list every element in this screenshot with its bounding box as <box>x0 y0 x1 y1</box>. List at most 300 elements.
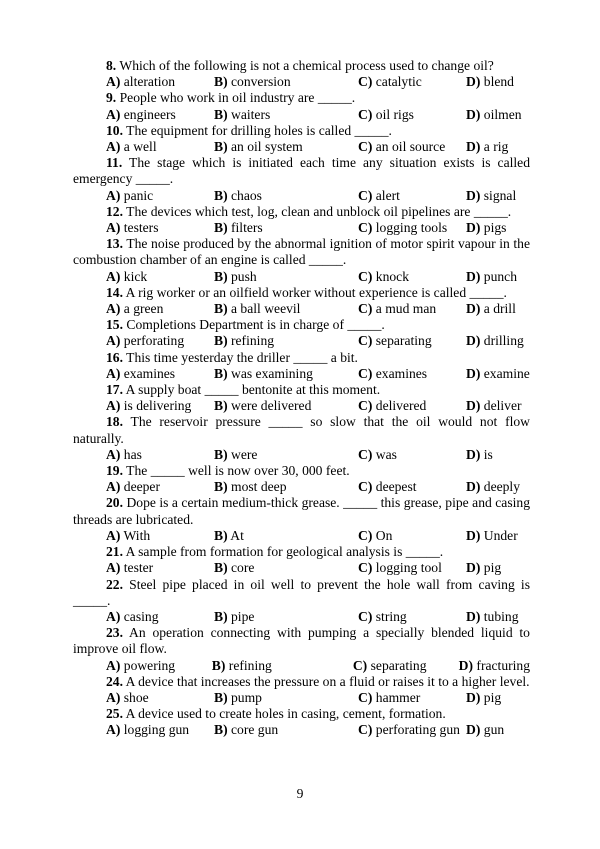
option-text: With <box>123 527 151 543</box>
option-letter: D) <box>466 446 481 462</box>
option-text: pig <box>483 560 502 576</box>
answer-option <box>106 188 214 204</box>
answer-option <box>106 690 214 706</box>
option-text: casing <box>123 608 159 624</box>
option-text: signal <box>483 187 517 203</box>
option-letter: A) <box>106 689 121 705</box>
option-letter: B) <box>214 333 228 349</box>
question-item <box>73 155 530 204</box>
option-text: a ball weevil <box>231 301 301 317</box>
question-number: 16. <box>106 349 123 365</box>
question-stem <box>73 350 530 366</box>
option-text: refining <box>231 333 275 349</box>
option-letter: C) <box>358 268 373 284</box>
answer-option <box>106 139 214 155</box>
question-item <box>73 123 530 155</box>
option-letter: A) <box>106 657 121 673</box>
option-text: engineers <box>123 106 176 122</box>
answer-option <box>358 188 466 204</box>
option-letter: C) <box>358 560 373 576</box>
option-text: chaos <box>231 187 262 203</box>
answer-option <box>214 301 358 317</box>
option-letter: A) <box>106 365 121 381</box>
option-letter: A) <box>106 301 121 317</box>
answer-options <box>73 658 530 674</box>
question-number: 17. <box>106 382 123 398</box>
answer-option <box>358 269 466 285</box>
answer-option <box>214 479 358 495</box>
question-stem <box>73 544 530 560</box>
option-text: tubing <box>483 608 519 624</box>
answer-option <box>466 366 530 382</box>
answer-option <box>106 74 214 90</box>
answer-option <box>106 220 214 236</box>
answer-option <box>358 139 466 155</box>
option-letter: D) <box>466 722 481 738</box>
answer-options <box>73 447 530 463</box>
question-number: 13. <box>106 236 123 252</box>
option-text: pig <box>483 689 502 705</box>
answer-option <box>358 74 466 90</box>
option-letter: C) <box>358 106 373 122</box>
option-text: examines <box>375 365 428 381</box>
answer-option <box>466 220 506 236</box>
answer-option <box>466 479 520 495</box>
option-letter: C) <box>358 608 373 624</box>
answer-option <box>466 560 501 576</box>
option-letter: C) <box>352 657 368 673</box>
option-letter: A) <box>106 608 121 624</box>
option-text: core <box>231 560 255 576</box>
question-number: 23. <box>106 625 123 641</box>
question-item <box>73 463 530 495</box>
question-number: 22. <box>106 576 123 592</box>
option-text: an oil system <box>231 139 303 155</box>
option-letter: B) <box>214 301 228 317</box>
answer-option <box>214 139 358 155</box>
option-text: powering <box>123 657 176 673</box>
option-text: conversion <box>231 74 291 90</box>
question-text: The stage which is initiated each time any situation exists is called emergency _____. <box>73 155 530 187</box>
answer-options <box>73 301 530 317</box>
option-text: knock <box>375 268 409 284</box>
answer-option <box>212 658 353 674</box>
question-item <box>73 414 530 463</box>
option-text: kick <box>123 268 148 284</box>
answer-option <box>358 220 466 236</box>
option-letter: D) <box>466 479 481 495</box>
question-number: 19. <box>106 463 123 479</box>
option-letter: A) <box>106 560 121 576</box>
question-stem <box>73 317 530 333</box>
answer-option <box>466 398 522 414</box>
option-text: drilling <box>483 333 524 349</box>
question-item <box>73 706 530 738</box>
answer-option <box>358 301 466 317</box>
answer-option <box>358 398 466 414</box>
option-text: examines <box>123 365 176 381</box>
question-item <box>73 382 530 414</box>
option-text: catalytic <box>375 74 422 90</box>
answer-option <box>358 690 466 706</box>
option-letter: D) <box>466 333 481 349</box>
option-letter: B) <box>214 722 228 738</box>
answer-option <box>214 107 358 123</box>
option-text: perforating gun <box>375 722 460 738</box>
question-item <box>73 204 530 236</box>
answer-options <box>73 722 530 738</box>
answer-option <box>106 333 214 349</box>
option-letter: B) <box>214 560 228 576</box>
option-text: pump <box>231 689 262 705</box>
option-letter: D) <box>466 106 481 122</box>
option-letter: B) <box>214 187 228 203</box>
option-letter: A) <box>106 398 121 414</box>
question-text: Steel pipe placed in oil well to prevent the hole wall from caving is _____. <box>73 576 530 608</box>
answer-options <box>73 609 530 625</box>
option-letter: D) <box>466 187 481 203</box>
answer-options <box>73 333 530 349</box>
option-text: refining <box>228 657 272 673</box>
option-letter: A) <box>106 722 121 738</box>
question-stem <box>73 577 530 609</box>
question-item <box>73 236 530 285</box>
answer-option <box>358 609 466 625</box>
option-text: deeper <box>123 479 160 495</box>
option-letter: D) <box>466 689 481 705</box>
question-text: The _____ well is now over 30, 000 feet. <box>126 463 350 479</box>
question-number: 25. <box>106 706 123 722</box>
answer-option <box>106 447 214 463</box>
question-stem <box>73 706 530 722</box>
answer-options <box>73 269 530 285</box>
question-text: Completions Department is in charge of _____. <box>126 317 385 333</box>
option-text: were delivered <box>231 398 312 414</box>
option-text: has <box>123 446 142 462</box>
answer-option <box>358 479 466 495</box>
question-stem <box>73 625 530 657</box>
option-text: is <box>483 446 493 462</box>
option-text: Under <box>483 527 518 543</box>
option-letter: B) <box>214 527 228 543</box>
answer-option <box>106 609 214 625</box>
answer-option <box>466 333 524 349</box>
question-stem <box>73 495 530 527</box>
option-text: separating <box>370 657 427 673</box>
option-text: an oil source <box>375 139 446 155</box>
answer-option <box>466 301 516 317</box>
option-letter: D) <box>466 220 481 236</box>
option-text: delivered <box>375 398 427 414</box>
option-letter: C) <box>358 220 373 236</box>
answer-option <box>106 366 214 382</box>
answer-options <box>73 690 530 706</box>
option-text: gun <box>483 722 505 738</box>
option-text: shoe <box>123 689 149 705</box>
answer-option <box>214 690 358 706</box>
answer-option <box>214 269 358 285</box>
answer-option <box>106 479 214 495</box>
option-text: logging tools <box>375 220 448 236</box>
option-letter: B) <box>214 689 228 705</box>
answer-options <box>73 398 530 414</box>
question-text: The reservoir pressure _____ so slow that the oil would not flow naturally. <box>73 414 530 446</box>
answer-option <box>466 74 514 90</box>
question-text: A device used to create holes in casing, cement, formation. <box>125 706 446 722</box>
question-text: Which of the following is not a chemical process used to change oil? <box>119 58 494 73</box>
option-letter: A) <box>106 479 121 495</box>
option-letter: A) <box>106 220 121 236</box>
option-text: punch <box>483 268 517 284</box>
option-text: a rig <box>483 139 509 155</box>
option-text: were <box>231 446 258 462</box>
question-list <box>73 58 530 739</box>
page-number: 9 <box>296 786 304 801</box>
answer-option <box>358 333 466 349</box>
option-text: pigs <box>483 220 507 236</box>
question-text: People who work in oil industry are _____. <box>119 90 356 106</box>
option-letter: C) <box>358 187 373 203</box>
question-number: 15. <box>106 317 123 333</box>
option-letter: D) <box>466 527 481 543</box>
question-text: The noise produced by the abnormal ignition of motor spirit vapour in the combustion chamber of an engine is called _____. <box>73 236 531 268</box>
answer-option <box>214 333 358 349</box>
option-text: deepest <box>375 479 417 495</box>
question-number: 21. <box>106 544 123 560</box>
question-text: Dope is a certain medium-thick grease. _____ this grease, pipe and casing threads are lubricated. <box>73 495 530 527</box>
option-letter: B) <box>211 657 226 673</box>
option-text: deeply <box>483 479 521 495</box>
answer-option <box>214 560 358 576</box>
option-letter: A) <box>106 446 121 462</box>
answer-option <box>214 447 358 463</box>
answer-option <box>106 107 214 123</box>
answer-option <box>358 107 466 123</box>
option-text: blend <box>483 74 514 90</box>
answer-option <box>214 722 358 738</box>
option-text: fracturing <box>476 657 531 673</box>
answer-options <box>73 479 530 495</box>
question-number: 10. <box>106 122 123 138</box>
option-text: perforating <box>123 333 185 349</box>
question-stem <box>73 155 530 187</box>
option-text: oilmen <box>483 106 522 122</box>
answer-option <box>106 722 214 738</box>
option-letter: A) <box>106 187 121 203</box>
answer-options <box>73 220 530 236</box>
answer-option <box>466 690 501 706</box>
option-letter: C) <box>358 139 373 155</box>
question-item <box>73 90 530 122</box>
question-number: 9. <box>106 90 117 106</box>
option-text: filters <box>231 220 263 236</box>
question-text: A sample from formation for geological analysis is _____. <box>125 544 444 560</box>
question-number: 18. <box>106 414 123 430</box>
answer-option <box>214 528 358 544</box>
option-letter: D) <box>466 139 481 155</box>
option-letter: C) <box>358 333 373 349</box>
question-stem <box>73 58 530 74</box>
option-letter: D) <box>466 365 481 381</box>
answer-options <box>73 560 530 576</box>
question-number: 12. <box>106 203 123 219</box>
option-letter: D) <box>466 268 481 284</box>
question-stem <box>73 674 530 690</box>
option-letter: C) <box>358 722 373 738</box>
answer-option <box>466 188 516 204</box>
answer-options <box>73 528 530 544</box>
question-stem <box>73 414 530 446</box>
answer-option <box>466 107 522 123</box>
question-stem <box>73 236 530 268</box>
answer-option <box>106 658 212 674</box>
question-stem <box>73 382 530 398</box>
answer-options <box>73 74 530 90</box>
option-text: string <box>375 608 407 624</box>
option-text: deliver <box>483 398 522 414</box>
option-text: oil rigs <box>375 106 414 122</box>
answer-option <box>459 658 530 674</box>
question-item <box>73 285 530 317</box>
option-letter: C) <box>358 479 373 495</box>
option-letter: C) <box>358 446 373 462</box>
question-item <box>73 317 530 349</box>
answer-option <box>466 722 504 738</box>
option-text: tester <box>123 560 154 576</box>
question-item <box>73 58 530 90</box>
answer-option <box>358 447 466 463</box>
option-letter: A) <box>106 333 121 349</box>
question-number: 14. <box>106 284 123 300</box>
question-text: A device that increases the pressure on a fluid or raises it to a higher level. <box>125 673 530 689</box>
question-stem <box>73 90 530 106</box>
question-number: 20. <box>106 495 123 511</box>
option-letter: C) <box>358 398 373 414</box>
option-letter: D) <box>466 608 481 624</box>
option-letter: B) <box>214 608 228 624</box>
answer-options <box>73 188 530 204</box>
option-letter: C) <box>358 74 373 90</box>
option-text: most deep <box>231 479 287 495</box>
question-text: The devices which test, log, clean and unblock oil pipelines are _____. <box>126 203 512 219</box>
option-text: was <box>375 446 397 462</box>
option-letter: B) <box>214 446 228 462</box>
option-text: hammer <box>375 689 421 705</box>
option-letter: B) <box>214 220 228 236</box>
answer-options <box>73 366 530 382</box>
option-letter: A) <box>106 527 121 543</box>
option-letter: D) <box>466 398 481 414</box>
option-text: is delivering <box>123 398 192 414</box>
option-letter: D) <box>466 560 481 576</box>
option-letter: A) <box>106 106 121 122</box>
option-letter: C) <box>358 365 373 381</box>
option-text: alteration <box>123 74 176 90</box>
option-text: was examining <box>231 365 313 381</box>
option-text: panic <box>123 187 154 203</box>
option-text: testers <box>123 220 159 236</box>
answer-option <box>214 74 358 90</box>
option-letter: D) <box>466 301 481 317</box>
option-text: pipe <box>231 608 255 624</box>
answer-option <box>214 366 358 382</box>
answer-option <box>106 528 214 544</box>
option-letter: B) <box>214 106 228 122</box>
answer-options <box>73 107 530 123</box>
answer-option <box>358 560 466 576</box>
question-stem <box>73 463 530 479</box>
answer-option <box>214 188 358 204</box>
question-text: The equipment for drilling holes is called _____. <box>126 122 392 138</box>
answer-option <box>214 609 358 625</box>
option-letter: A) <box>106 139 121 155</box>
option-letter: C) <box>358 689 373 705</box>
option-text: examine <box>483 365 530 381</box>
answer-option <box>358 722 466 738</box>
option-letter: B) <box>214 479 228 495</box>
option-text: separating <box>375 333 432 349</box>
question-item <box>73 625 530 674</box>
answer-option <box>214 398 358 414</box>
question-item <box>73 350 530 382</box>
question-text: A supply boat _____ bentonite at this moment. <box>125 382 381 398</box>
answer-option <box>358 366 466 382</box>
question-stem <box>73 285 530 301</box>
option-text: a green <box>123 301 164 317</box>
option-text: push <box>231 268 257 284</box>
question-number: 8. <box>106 58 117 73</box>
answer-option <box>353 658 459 674</box>
answer-option <box>106 560 214 576</box>
option-letter: B) <box>214 365 228 381</box>
answer-option <box>106 301 214 317</box>
answer-options <box>73 139 530 155</box>
answer-option <box>358 528 466 544</box>
question-item <box>73 544 530 576</box>
option-text: core gun <box>231 722 279 738</box>
option-text: On <box>375 527 393 543</box>
option-letter: B) <box>214 398 228 414</box>
question-number: 11. <box>106 155 123 171</box>
question-text: An operation connecting with pumping a specially blended liquid to improve oil flow. <box>73 625 530 657</box>
option-letter: C) <box>358 527 373 543</box>
question-item <box>73 577 530 626</box>
option-letter: A) <box>106 268 121 284</box>
option-letter: B) <box>214 268 228 284</box>
question-text: This time yesterday the driller _____ a bit. <box>126 349 358 365</box>
option-letter: B) <box>214 139 228 155</box>
answer-option <box>106 269 214 285</box>
option-letter: C) <box>358 301 373 317</box>
question-item <box>73 674 530 706</box>
option-letter: D) <box>466 74 481 90</box>
question-stem <box>73 204 530 220</box>
option-text: At <box>230 527 244 543</box>
question-item <box>73 495 530 544</box>
question-text: A rig worker or an oilfield worker without experience is called _____. <box>125 284 507 300</box>
answer-option <box>466 528 518 544</box>
answer-option <box>214 220 358 236</box>
answer-option <box>106 398 214 414</box>
question-stem <box>73 123 530 139</box>
option-text: a well <box>123 139 157 155</box>
option-text: waiters <box>231 106 271 122</box>
answer-option <box>466 609 519 625</box>
option-letter: B) <box>214 74 228 90</box>
answer-option <box>466 139 508 155</box>
question-number: 24. <box>106 673 123 689</box>
option-text: logging tool <box>375 560 442 576</box>
